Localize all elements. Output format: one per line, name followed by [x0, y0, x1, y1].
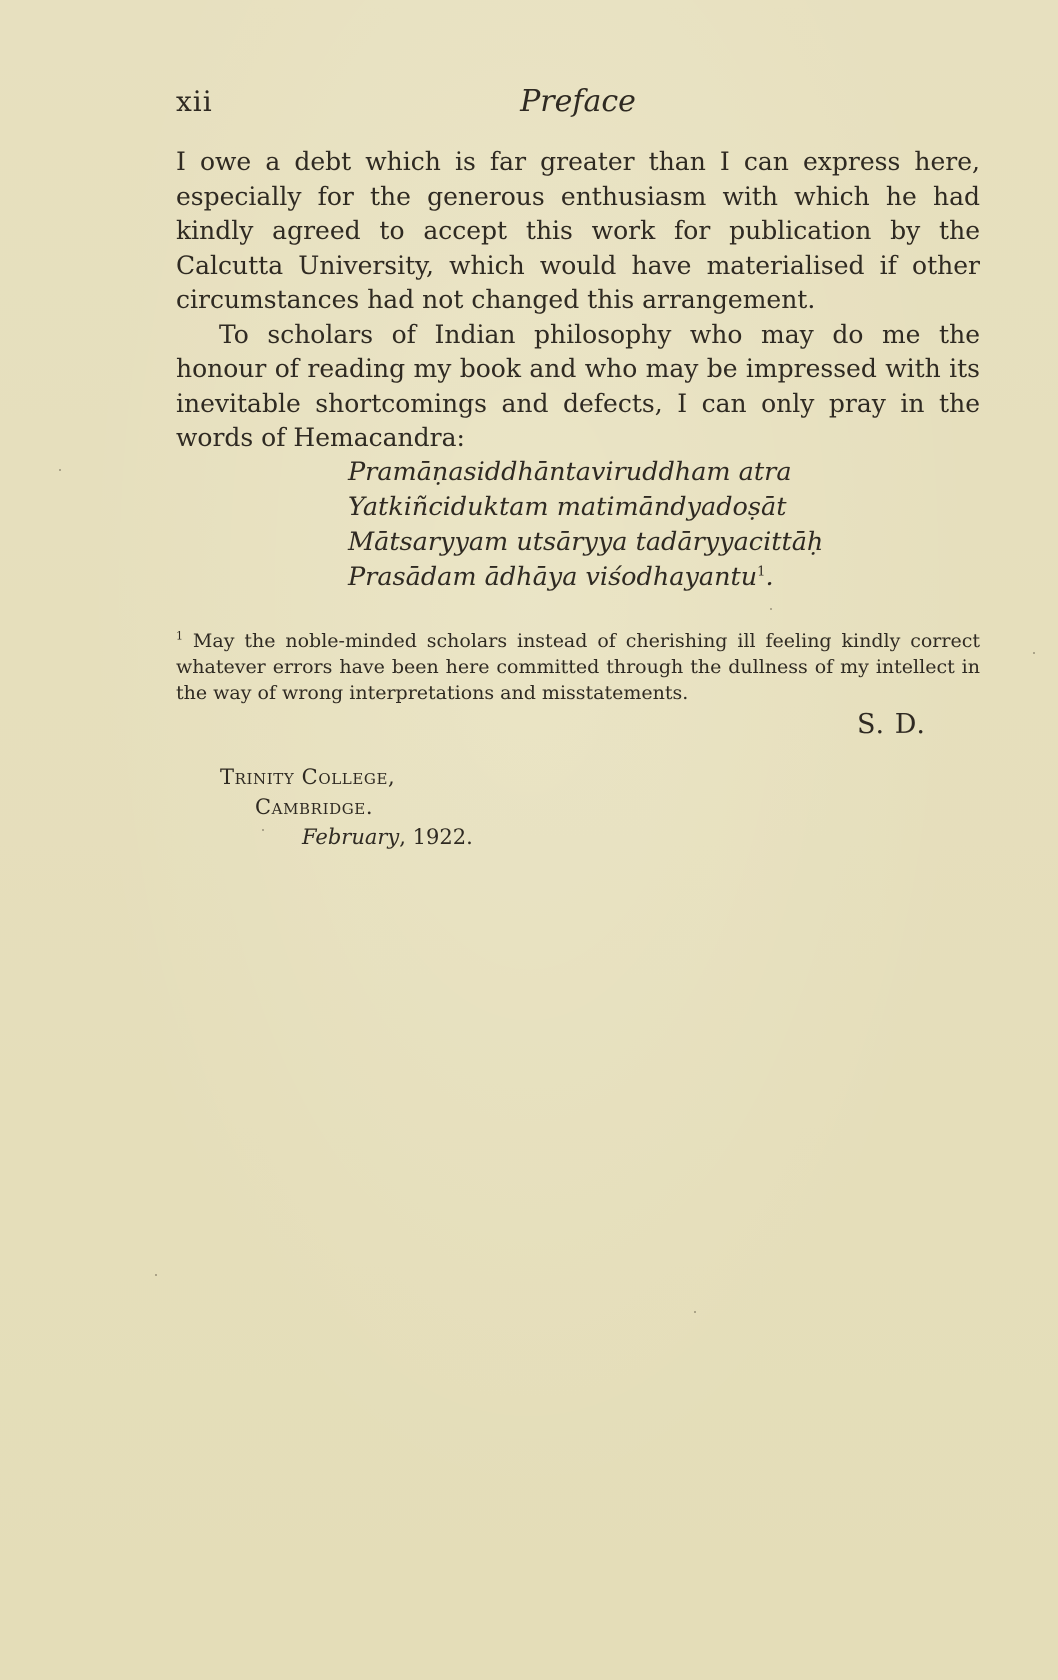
body-text	[176, 145, 980, 456]
verse-line-last	[348, 560, 823, 595]
paper-speck	[155, 1274, 157, 1276]
address-college: Trinity College,	[220, 765, 396, 789]
footnote	[176, 628, 980, 706]
address-city: Cambridge.	[255, 795, 374, 819]
paper-speck	[59, 469, 61, 471]
verse-line: Mātsaryyam utsāryya tadāryyacittāḥ	[348, 527, 824, 557]
address-date	[220, 822, 473, 852]
date-month: February	[302, 825, 400, 849]
verse-line: Yatkiñciduktam matimāndyadoṣāt	[348, 492, 787, 522]
paper-speck	[1033, 652, 1035, 654]
running-title: Preface	[520, 84, 636, 119]
paper-speck	[770, 608, 772, 610]
address-block	[220, 762, 473, 852]
sanskrit-verse	[348, 455, 823, 595]
paper-speck	[694, 1311, 696, 1313]
paragraph-debt: I owe a debt which is far greater than I can express here, especially for the generous enthusiasm with which he had kindly agreed to accept this work for publication by the Calcutta University, which would have materialised if other circumstances had not changed this arrangement.	[176, 147, 980, 314]
verse-final-period: .	[765, 562, 774, 592]
verse-line: Pramāṇasiddhāntaviruddham atra	[348, 457, 792, 487]
date-year: , 1922.	[399, 825, 473, 849]
paper-speck	[262, 829, 264, 831]
paragraph-scholars: To scholars of Indian philosophy who may do me the honour of reading my book and who may be impressed with its inevitable shortcomings and defects, I can only pray in the words of Hemacandra:	[176, 319, 980, 452]
footnote-marker: 1	[176, 629, 183, 643]
page-number: xii	[176, 85, 213, 118]
footnote-text: May the noble-minded scholars instead of cherishing ill feeling kindly correct whatever errors have been here committed through the dullness of my intellect in the way of wrong interpretations and misstatements.	[176, 630, 980, 704]
running-head	[176, 82, 980, 122]
verse-line-text: Prasādam ādhāya viśodhayantu	[348, 562, 758, 592]
footnote-reference: 1	[757, 564, 766, 580]
author-signature: S. D.	[857, 709, 926, 740]
